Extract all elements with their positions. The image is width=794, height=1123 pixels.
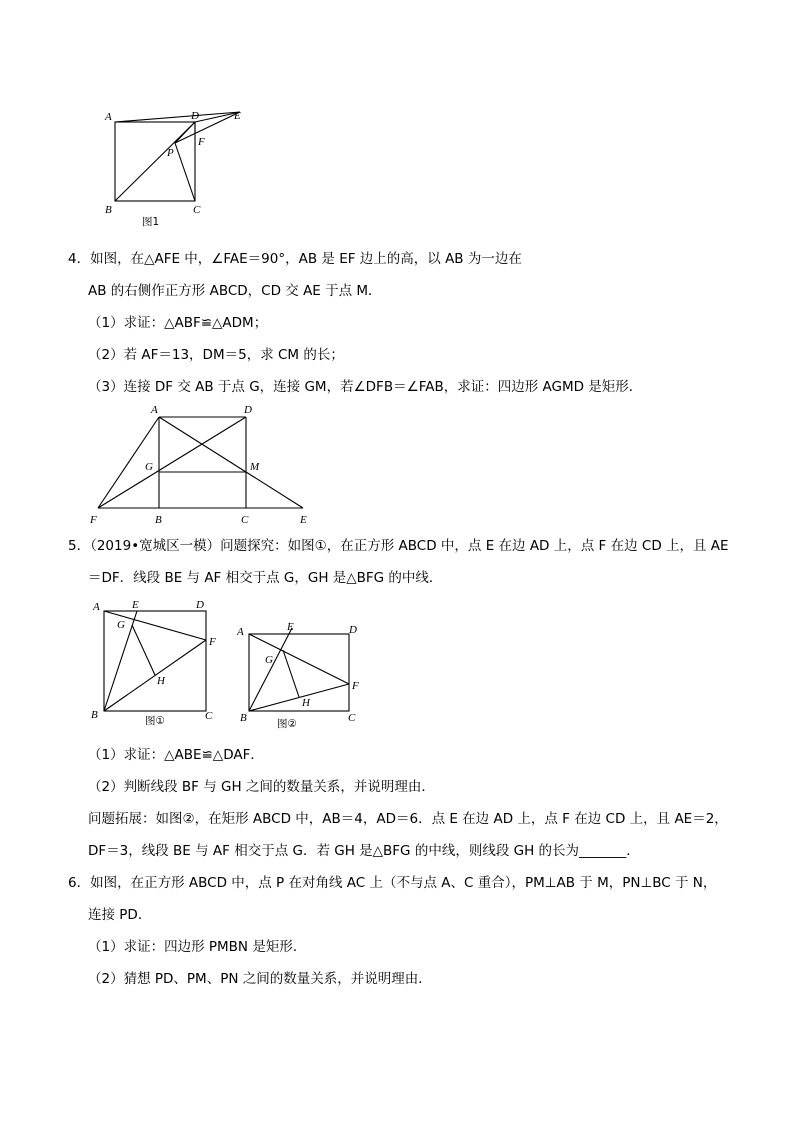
q4-stem-line1: 4．如图，在△AFE 中，∠FAE＝90°，AB 是 EF 边上的高，以 AB 为一边在 (68, 251, 522, 267)
q4-stem-line2: AB 的右侧作正方形 ABCD，CD 交 AE 于点 M． (88, 283, 382, 299)
figure-q5-1 (88, 595, 223, 725)
q5-extension-line1: 问题拓展：如图②，在矩形 ABCD 中，AB＝4，AD＝6．点 E 在边 AD 上，点 F 在边 CD 上，且 AE＝2， (88, 811, 728, 827)
label-a: A (105, 111, 112, 123)
figure-caption: 图1 (142, 216, 160, 228)
q6-part2: （2）猜想 PD、PM、PN 之间的数量关系，并说明理由． (88, 971, 432, 987)
segment-pc (175, 143, 195, 201)
label-d: D (191, 110, 199, 122)
segment-be (249, 628, 292, 711)
q6-stem-line1: 6．如图，在正方形 ABCD 中，点 P 在对角线 AC 上（不与点 A、C 重合），PM⊥AB 于 M，PN⊥BC 于 N， (68, 875, 717, 891)
label-p: P (167, 147, 174, 159)
label-g: G (145, 461, 153, 473)
label-b: B (105, 204, 112, 216)
label-f: F (209, 636, 216, 648)
q4-part1: （1）求证：△ABF≌△ADM； (88, 315, 268, 331)
q4-part3: （3）连接 DF 交 AB 于点 G，连接 GM，若∠DFB＝∠FAB，求证：四边形 AGMD 是矩形． (88, 379, 643, 395)
label-e: E (287, 621, 294, 633)
figure-caption: 图② (277, 718, 297, 729)
label-f: F (352, 680, 359, 692)
label-g: G (117, 619, 125, 631)
label-b: B (91, 709, 98, 721)
label-m: M (250, 461, 260, 473)
segment-dp (175, 122, 195, 143)
q4-part2: （2）若 AF＝13，DM＝5，求 CM 的长； (88, 347, 344, 363)
label-e: E (234, 110, 241, 122)
segment-gh (132, 625, 155, 675)
segment-af (249, 634, 349, 684)
q6-stem-line2: 连接 PD． (88, 907, 152, 923)
label-d: D (244, 404, 252, 416)
figure-caption: 图① (145, 715, 165, 725)
q5-extension-line2: DF＝3，线段 BE 与 AF 相交于点 G．若 GH 是△BFG 的中线，则线段 GH 的长为_______． (88, 843, 640, 859)
segment-fd (98, 417, 246, 508)
label-c: C (348, 712, 356, 724)
label-a: A (151, 404, 158, 416)
q5-part1: （1）求证：△ABE≌△DAF． (88, 747, 264, 763)
segment-bf (104, 640, 206, 711)
figure-q4 (85, 400, 320, 528)
segment-gh (283, 650, 299, 697)
label-h: H (302, 697, 310, 709)
label-c: C (205, 710, 213, 722)
label-c: C (193, 204, 201, 216)
label-b: B (155, 514, 162, 526)
label-e: E (300, 514, 307, 526)
label-e: E (132, 599, 139, 611)
label-g: G (265, 654, 273, 666)
label-c: C (241, 514, 249, 526)
q5-stem-line1: 5．（2019•宽城区一模）问题探究：如图①，在正方形 ABCD 中，点 E 在边 AD 上，点 F 在边 CD 上，且 AE (68, 538, 729, 554)
label-d: D (196, 599, 204, 611)
label-f: F (198, 136, 205, 148)
label-b: B (240, 712, 247, 724)
figure-q5-2 (232, 617, 372, 729)
label-a: A (237, 626, 244, 638)
q5-part2: （2）判断线段 BF 与 GH 之间的数量关系，并说明理由． (88, 779, 435, 795)
q6-part1: （1）求证：四边形 PMBN 是矩形． (88, 939, 307, 955)
label-f: F (90, 514, 97, 526)
label-a: A (93, 601, 100, 613)
label-h: H (157, 675, 165, 687)
segment-ae (159, 417, 303, 508)
rectangle-abcd (249, 634, 349, 711)
segment-bf (249, 684, 349, 711)
figure-1 (100, 105, 250, 230)
label-d: D (349, 624, 357, 636)
q5-stem-line2: ＝DF．线段 BE 与 AF 相交于点 G，GH 是△BFG 的中线． (88, 570, 443, 586)
